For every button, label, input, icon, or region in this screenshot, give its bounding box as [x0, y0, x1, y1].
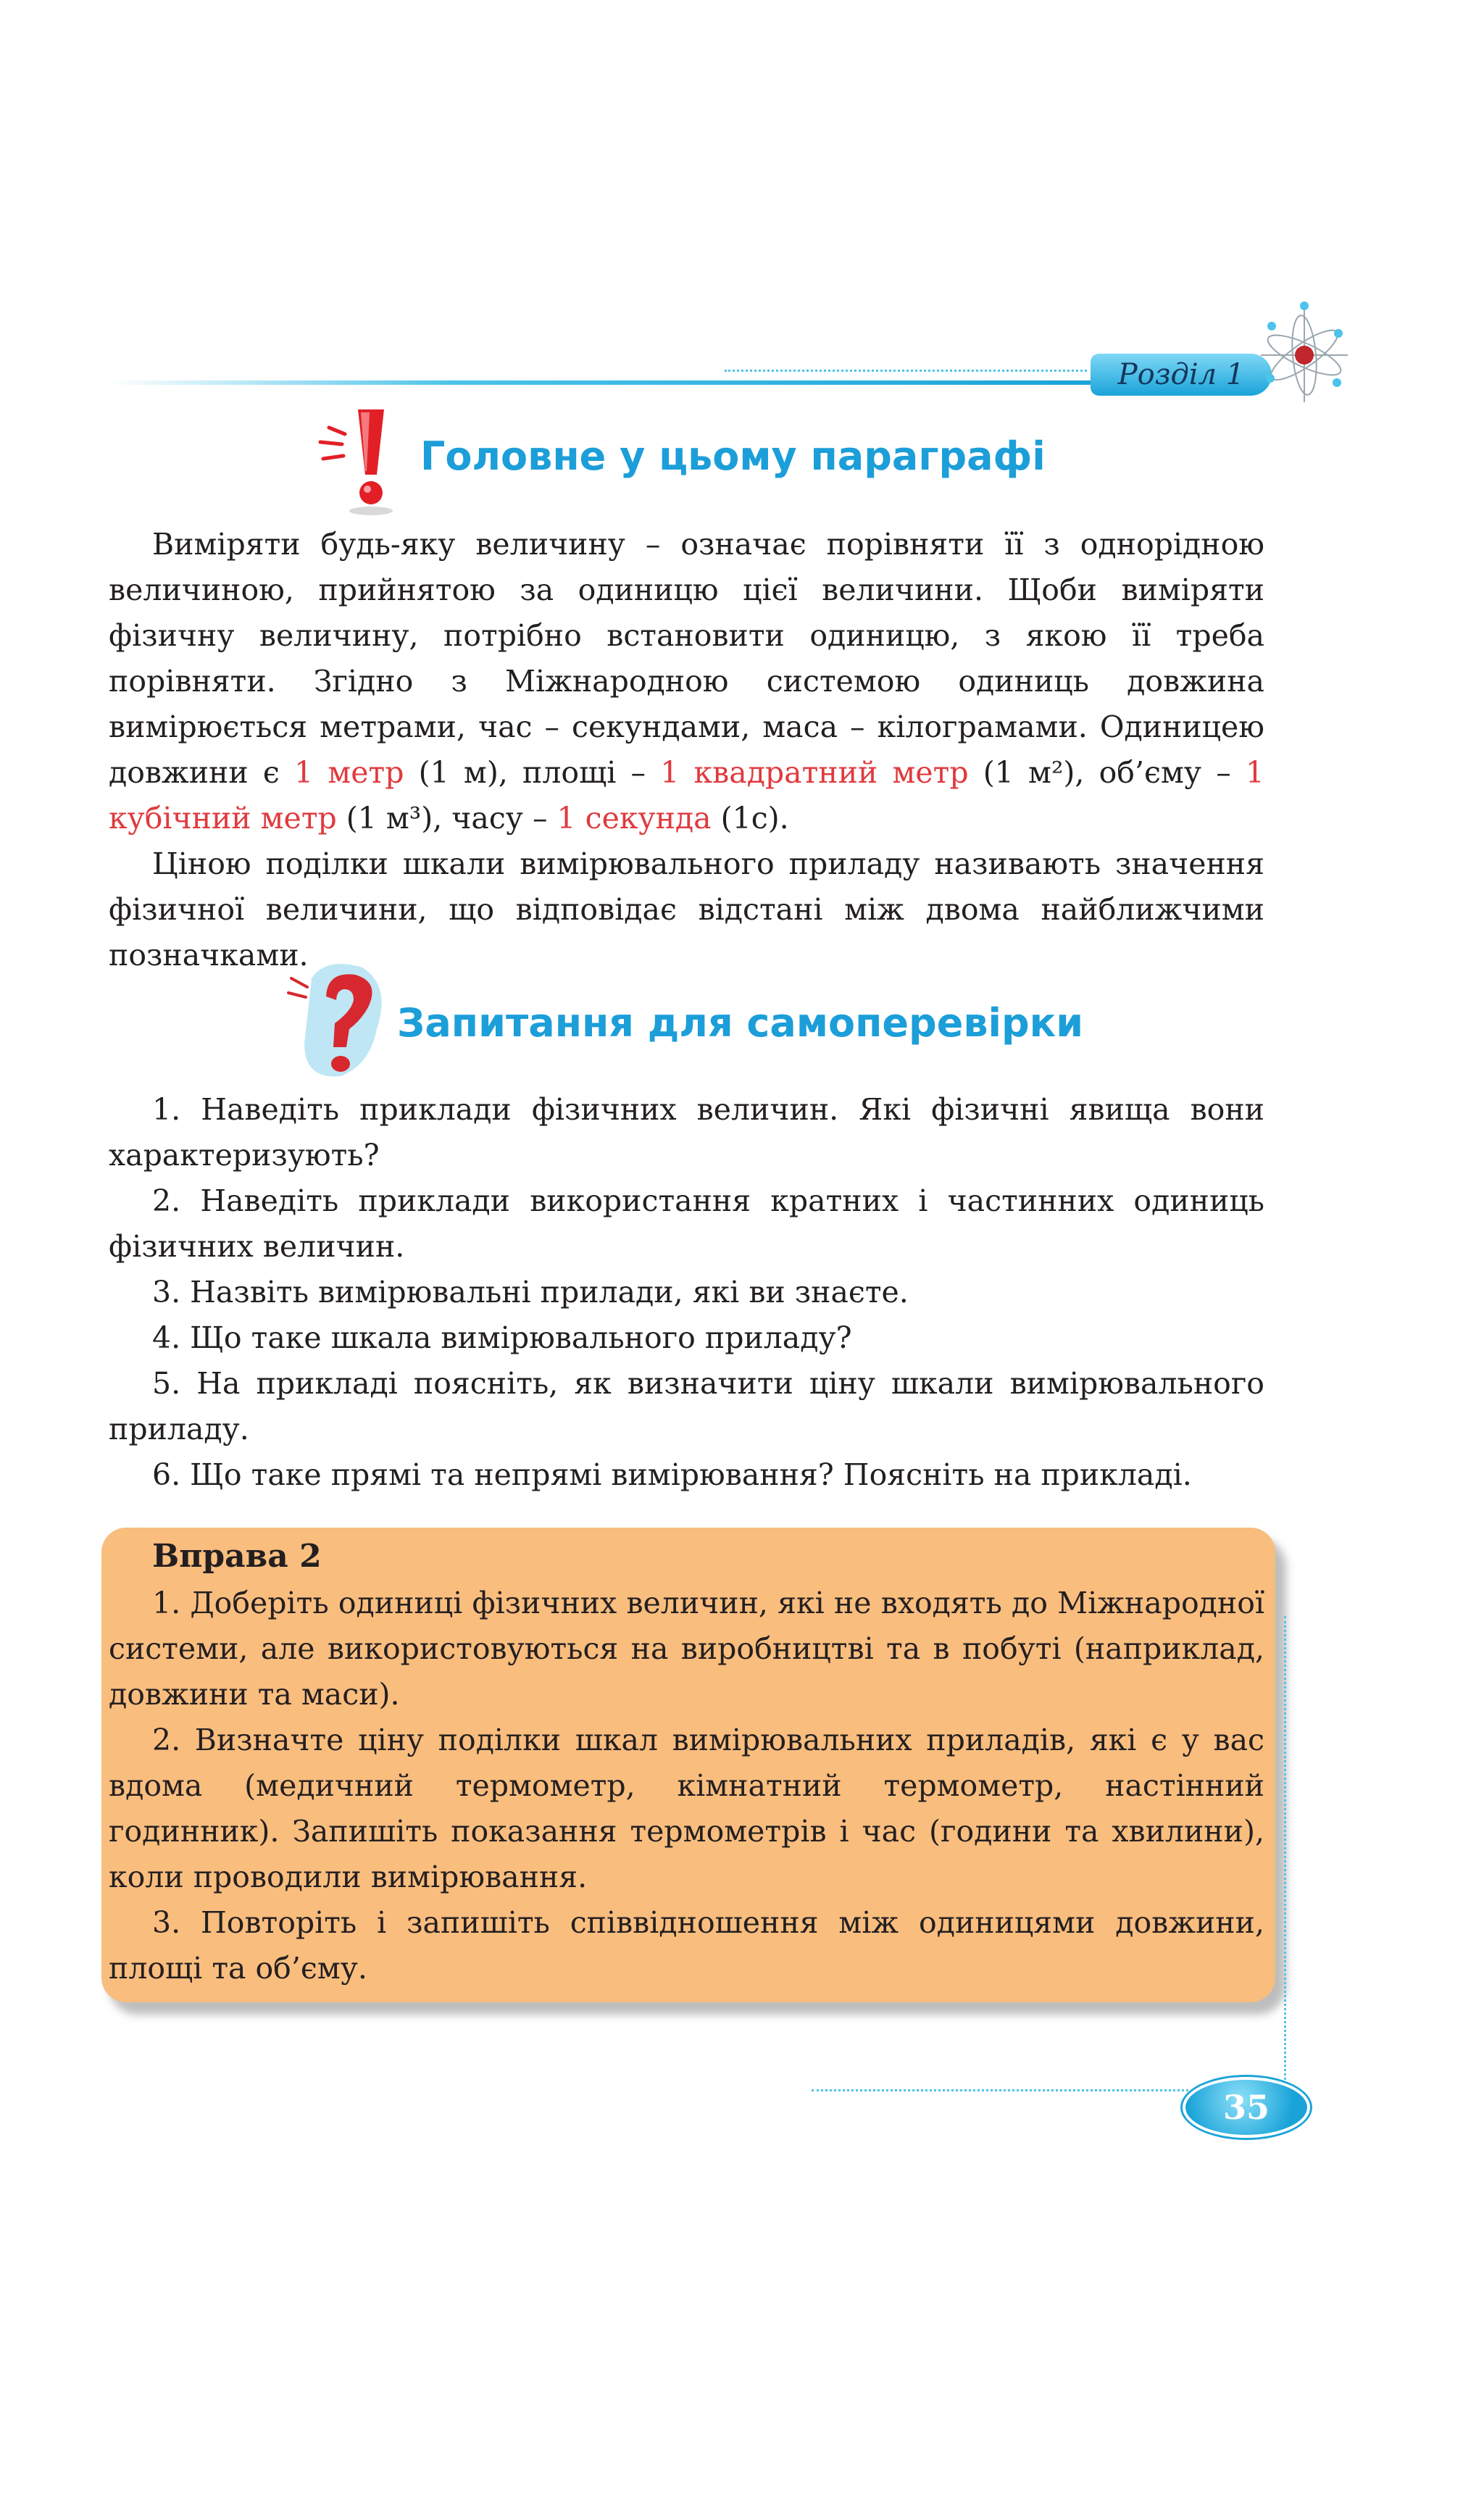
question-mark-icon: [283, 957, 406, 1083]
unit-highlight-square-metre: 1 квадратний метр: [660, 755, 969, 790]
summary-paragraph-1: [109, 522, 1264, 841]
questions-list: [109, 1087, 1264, 1498]
question-item: 5. На прикладі поясніть, як визначити ціну шкали вимірювального приладу.: [109, 1366, 1264, 1446]
atom-icon: [1257, 297, 1351, 406]
summary-heading: Головне у цьому параграфі: [420, 433, 1046, 479]
summary-text: (1с).: [711, 801, 789, 836]
summary-text: (1 м), площі –: [404, 755, 661, 790]
summary-text: Виміряти будь-яку величину – означає порівняти її з однорідною величиною, прийнятою за одиницю цієї величини. Щоби виміряти фізичну величину, потрібно встановити одиницю, з якою її треба порівняти. Згідно з Міжнародною системою одиниць довжина вимірюється метрами, час – секундами, маса – кілограмами. Одиницею довжини є: [109, 527, 1264, 790]
questions-heading: Запитання для самоперевірки: [397, 1000, 1084, 1046]
unit-highlight-cubic-metre: 1 кубічний метр: [109, 755, 1264, 836]
unit-highlight-metre: 1 метр: [294, 755, 404, 790]
summary-text: (1 м³), часу –: [336, 801, 557, 836]
header-line: [109, 380, 1094, 385]
question-item: 1. Наведіть приклади фізичних величин. Які фізичні явища вони характеризують?: [109, 1092, 1264, 1173]
question-item: 6. Що таке прямі та непрямі вимірювання? Поясніть на прикладі.: [152, 1457, 1192, 1492]
question-item: 4. Що таке шкала вимірювального приладу?: [152, 1320, 852, 1355]
summary-block: [109, 522, 1264, 978]
summary-text: (1 м²), об’єму –: [968, 755, 1246, 790]
footer-dotted-line-horizontal: [812, 2089, 1188, 2091]
unit-highlight-second: 1 секунда: [556, 801, 712, 836]
question-item: 2. Наведіть приклади використання кратних і частинних одиниць фізичних величин.: [109, 1183, 1264, 1264]
exercise-title: Вправа 2: [152, 1538, 322, 1575]
footer-dotted-line-vertical: [1284, 1616, 1286, 2080]
page-number: 35: [1183, 2077, 1310, 2138]
exercise-item: 2. Визначте ціну поділки шкал вимірювальних приладів, які є у вас вдома (медичний термометр, кімнатний термометр, настінний годинник). Запишіть показання термометрів і час (години та хвилини), коли проводили вимірювання.: [109, 1723, 1264, 1894]
exercise-item: 1. Доберіть одиниці фізичних величин, які не входять до Міжнародної системи, але використовуються на виробництві та в побуті (наприклад, довжини та маси).: [109, 1586, 1264, 1712]
chapter-tab: Розділ 1: [1091, 354, 1272, 396]
summary-paragraph-2: Ціною поділки шкали вимірювального приладу називають значення фізичної величини, що відповідає відстані між двома найближчими позначками.: [109, 846, 1264, 973]
exercise-content: [109, 1533, 1264, 1991]
header-dotted-line: [725, 370, 1087, 372]
question-item: 3. Назвіть вимірювальні прилади, які ви знаєте.: [152, 1275, 909, 1310]
exercise-item: 3. Повторіть і запишіть співвідношення між одиницями довжини, площі та об’єму.: [109, 1905, 1264, 1986]
exclamation-icon: [313, 402, 407, 518]
